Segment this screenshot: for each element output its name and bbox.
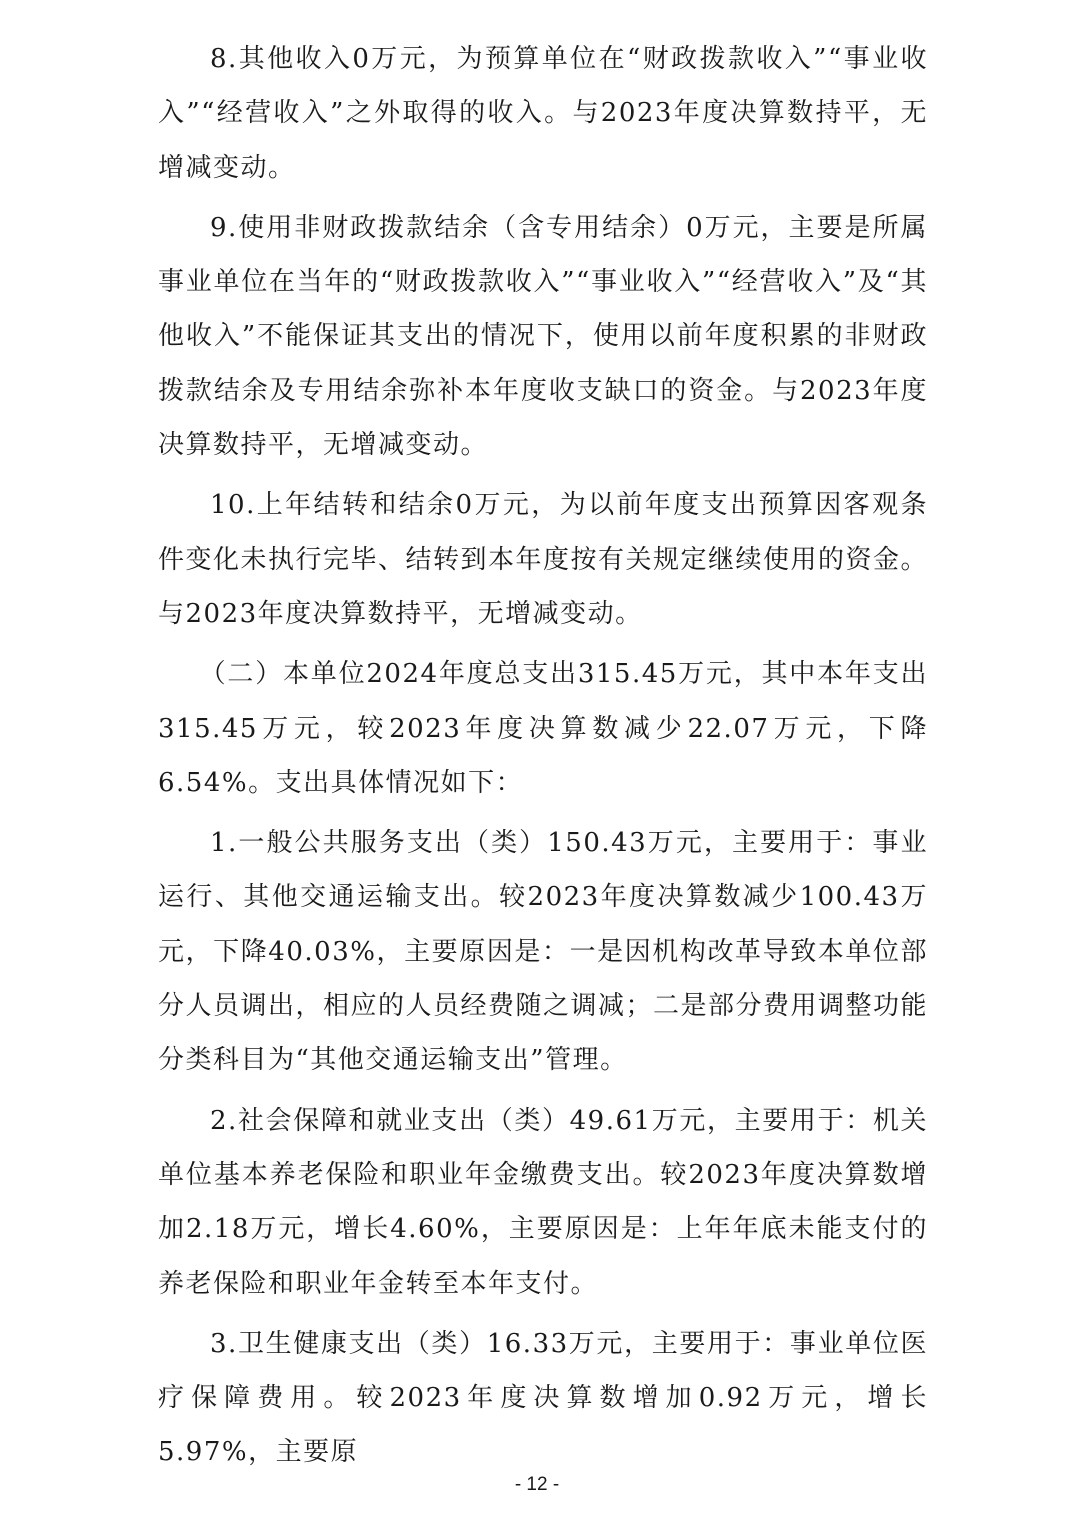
- paragraph-total-expenditure: （二）本单位2024年度总支出315.45万元，其中本年支出315.45万元，较2023年度决算数减少22.07万元，下降6.54%。支出具体情况如下：: [158, 659, 928, 798]
- paragraph-other-income: 8.其他收入0万元，为预算单位在“财政拨款收入”“事业收入”“经营收入”之外取得的收入。与2023年度决算数持平，无增减变动。: [158, 44, 928, 183]
- paragraph-prior-year-carryover: 10.上年结转和结余0万元，为以前年度支出预算因客观条件变化未执行完毕、结转到本年度按有关规定继续使用的资金。与2023年度决算数持平，无增减变动。: [158, 490, 929, 629]
- page-number: - 12 -: [514, 1474, 560, 1495]
- document-body: [158, 32, 928, 1486]
- paragraph-general-public-services: 1.一般公共服务支出（类）150.43万元，主要用于：事业运行、其他交通运输支出。较2023年度决算数减少100.43万元，下降40.03%，主要原因是：一是因机构改革导致本单位部分人员调出，相应的人员经费随之调减；二是部分费用调整功能分类科目为“其他交通运输支出”管理。: [158, 828, 929, 1076]
- paragraph-social-security: 2.社会保障和就业支出（类）49.61万元，主要用于：机关单位基本养老保险和职业年金缴费支出。较2023年度决算数增加2.18万元，增长4.60%，主要原因是：上年年底未能支付的养老保险和职业年金转至本年支付。: [158, 1105, 928, 1299]
- paragraph-non-fiscal-balance: 9.使用非财政拨款结余（含专用结余）0万元，主要是所属事业单位在当年的“财政拨款收入”“事业收入”“经营收入”及“其他收入”不能保证其支出的情况下，使用以前年度积累的非财政拨款结余及专用结余弥补本年度收支缺口的资金。与2023年度决算数持平，无增减变动。: [158, 212, 928, 461]
- paragraph-health: 3.卫生健康支出（类）16.33万元，主要用于：事业单位医疗保障费用。较2023年度决算数增加0.92万元，增长5.97%，主要原: [158, 1328, 928, 1468]
